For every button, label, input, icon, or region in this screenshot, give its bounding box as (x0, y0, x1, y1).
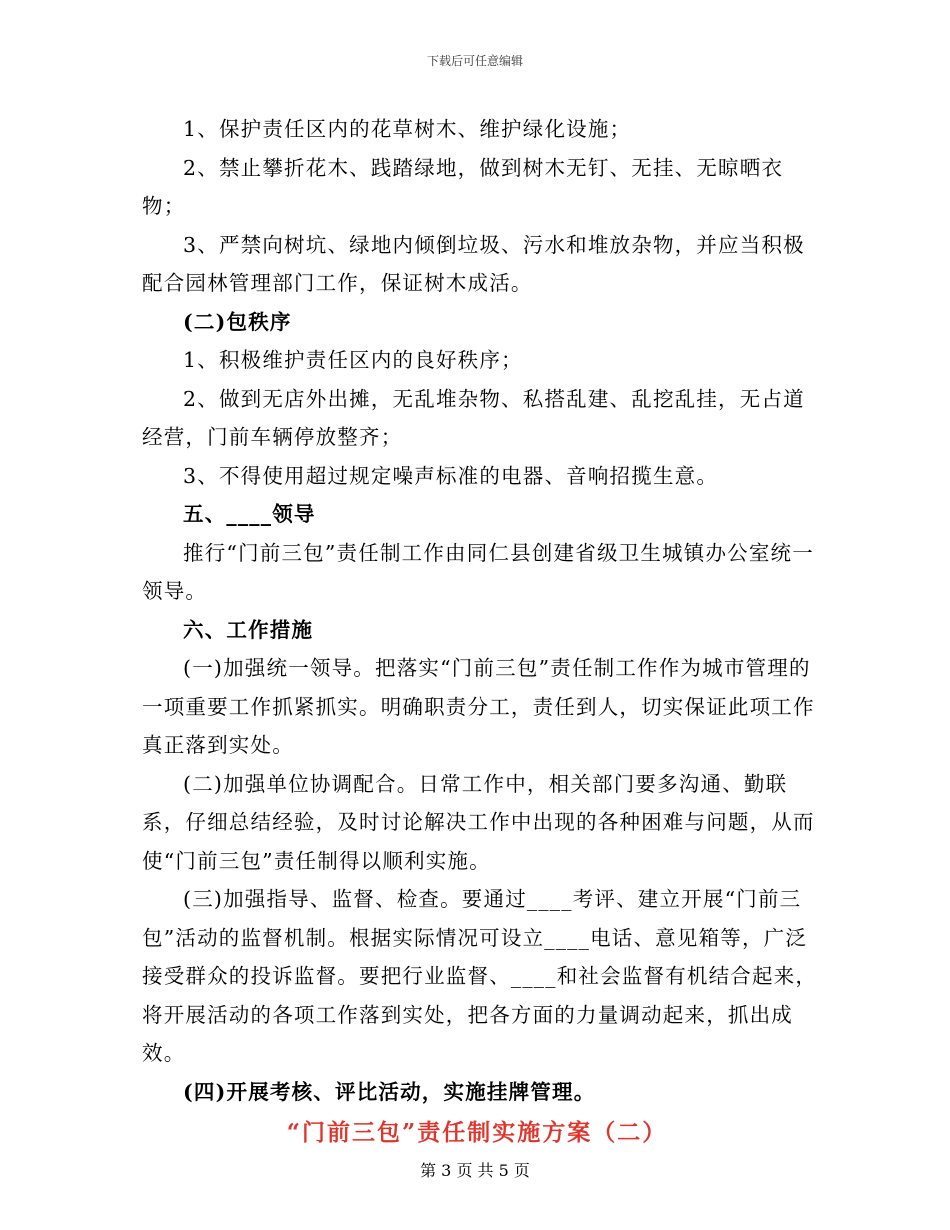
page-header-note: 下载后可任意编辑 (426, 54, 523, 68)
item-no-damage-plants: 2、禁止攀折花木、践踏绿地，做到树木无钉、无挂、无晾晒衣物； (142, 155, 784, 218)
measure-unified-leadership: (一)加强统一领导。把落实“门前三包”责任制工作作为城市管理的一项重要工作抓紧抓实。明确职责分工，责任到人，切实保证此项工作真正落到实处。 (142, 656, 815, 757)
item-no-noise: 3、不得使用超过规定噪声标准的电器、音响招揽生意。 (183, 463, 719, 488)
measure-supervision: (三)加强指导、监督、检查。要通过____考评、建立开展“门前三包”活动的监督机制。根据实际情况可设立____电话、意见箱等，广泛接受群众的投诉监督。要把行业监督、____和社会监督有机结合起来，将开展活动的各项工作落到实处，把各方面的力量调动起来，抓出成效。 (142, 887, 818, 1065)
item-maintain-order: 1、积极维护责任区内的良好秩序； (183, 348, 523, 372)
item-protect-greenery: 1、保护责任区内的花草树木、维护绿化设施； (183, 117, 632, 141)
document-body (142, 110, 822, 1155)
section-heading-order: (二)包秩序 (183, 309, 292, 334)
document-title: “门前三包”责任制实施方案（二） (286, 1119, 668, 1146)
leadership-text: 推行“门前三包”责任制工作由同仁县创建省级卫生城镇办公室统一领导。 (142, 540, 814, 603)
page-number: 第 3 页 共 5 页 (420, 1161, 530, 1180)
section-heading-leadership: 五、____领导 (183, 502, 316, 526)
section-heading-measures: 六、工作措施 (183, 617, 314, 642)
measure-coordination: (二)加强单位协调配合。日常工作中，相关部门要多沟通、勤联系，仔细总结经验，及时讨论解决工作中出现的各种困难与问题，从而使“门前三包”责任制得以顺利实施。 (142, 771, 815, 873)
item-no-dumping: 3、严禁向树坑、绿地内倾倒垃圾、污水和堆放杂物，并应当积极配合园林管理部门工作，保证树木成活。 (142, 232, 805, 295)
item-no-stalls: 2、做到无店外出摊，无乱堆杂物、私搭乱建、乱挖乱挂，无占道经营，门前车辆停放整齐； (142, 386, 805, 449)
measure-assessment: (四)开展考核、评比活动，实施挂牌管理。 (183, 1079, 596, 1104)
